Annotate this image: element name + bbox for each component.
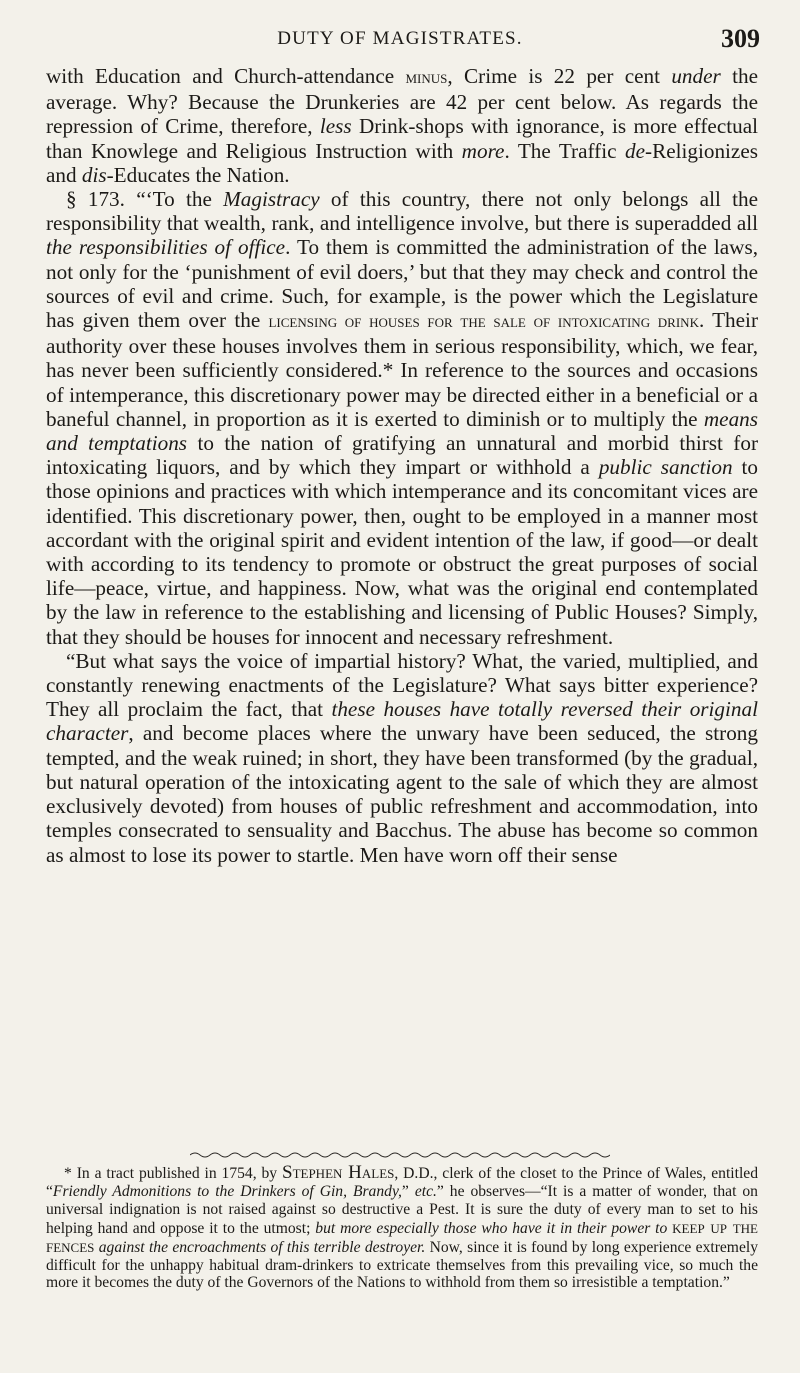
paragraph-3: “But what says the voice of impartial history? What, the varied, multiplied, and constantly renewing enactments of the Legislature? What says bitter experience? They all proclaim the fact, that these houses have totally reversed their original character, and become places where the unwary have been seduced, the strong tempted, and the weak ruined; in short, they have been transformed (by the gradual, but natural operation of the intoxicating agent to the sale of which they are almost exclusively devoted) from houses of public refreshment and accommodation, into temples consecrated to sensuality and Bacchus. The abuse has become so common as almost to lose its power to startle. Men have worn off their sense [46,648,758,867]
running-head: DUTY OF MAGISTRATES. [277,28,523,49]
paragraph-2: § 173. “‘To the Magistracy of this country, there not only belongs all the responsibility that wealth, rank, and intelligence involve, but there is superadded all the responsibilities of office. To them is committed the administration of the laws, not only for the ‘punishment of evil doers,’ but that they may check and control the sources of evil and crime. Such, for example, is the power which the Legislature has given them over the licensing of houses for the sale of intoxicating drink. Their authority over these houses involves them in serious responsibility, which, we fear, has never been sufficiently considered.* In reference to the sources and occasions of intemperance, this discretionary power may be directed either in a beneficial or a baneful channel, in proportion as it is exerted to diminish or to multiply the means and temptations to the nation of gratifying an unnatural and morbid thirst for intoxicating liquors, and by which they impart or withhold a public sanction to those opinions and practices with which intemperance and its concomitant vices are identified. This discretionary power, then, ought to be employed in a manner most accordant with the original spirit and evident intention of the law, if good—or dealt with according to its tendency to promote or obstruct the great purposes of social life—peace, virtue, and happiness. Now, what was the original end contemplated by the law in reference to the establishing and licensing of Public Houses? Simply, that they should be houses for innocent and necessary refreshment. [46,187,759,649]
page-header [40,22,760,56]
footnote-text: * In a tract published in 1754, by Stephen Hales, D.D., clerk of the closet to the Prince of Wales, entitled “Friendly Admonitions to the Drinkers of Gin, Brandy,” etc.” he observes—“It is a matter of wonder, that on universal indignation is not raised against so destructive a Pest. It is sure the duty of every man to set to his helping hand and oppose it to the utmost; but more especially those who have it in their power to keep up the fences against the encroachments of this terrible destroyer. Now, since it is found by long experience extremely difficult for the unhappy habitual dram-drinkers to extricate themselves from this prevailing vice, so much the more it becomes the duty of the Governors of the Nations to withhold from them so irresistible a temptation.” [46,1162,758,1292]
footnote-divider [190,1150,610,1160]
page-number: 309 [721,24,760,53]
paragraph-1: with Education and Church-attendance minus, Crime is 22 per cent under the average. Why? Because the Drunkeries are 42 per cent below. As regards the repression of Crime, therefore, less Drink-shops with ignorance, is more effectual than Knowlege and Religious Instruction with more. The Traffic de-Religionizes and dis-Educates the Nation. [46,64,758,187]
main-text [46,64,758,867]
footnote [46,1164,758,1292]
